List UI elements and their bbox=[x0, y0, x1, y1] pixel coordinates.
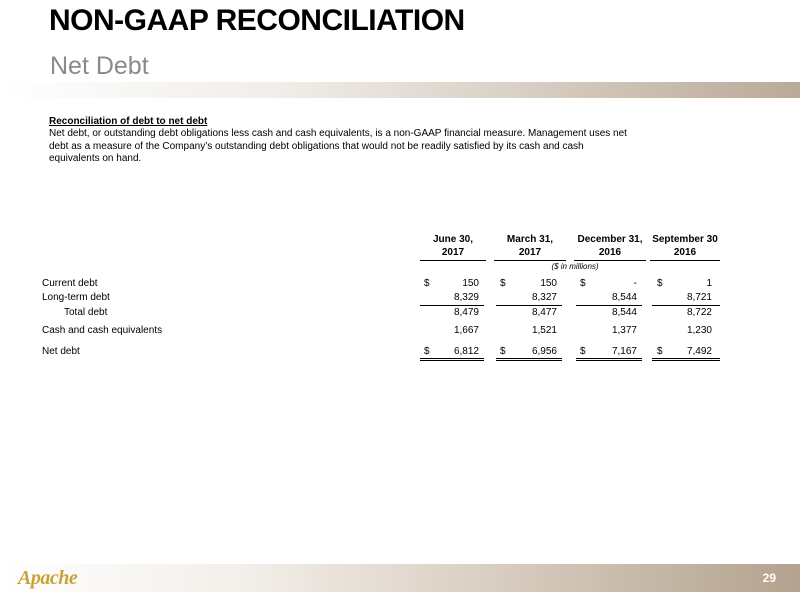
cell-current-debt-col2: 150 bbox=[540, 278, 557, 289]
cell-long-term-debt-col4: 8,721 bbox=[686, 292, 712, 303]
cell-current-debt-col1: 150 bbox=[462, 278, 479, 289]
currency-symbol: $ bbox=[424, 346, 430, 357]
column-header-line1: September 30 bbox=[652, 234, 718, 245]
subtotal-rule bbox=[652, 305, 720, 306]
cell-current-debt-col3: - bbox=[633, 278, 637, 289]
cell-current-debt-col4: 1 bbox=[706, 278, 712, 289]
row-label-current-debt: Current debt bbox=[42, 278, 98, 289]
subtotal-rule bbox=[576, 305, 642, 306]
subtotal-rule bbox=[420, 305, 484, 306]
page-title: NON-GAAP RECONCILIATION bbox=[49, 4, 465, 37]
cell-net-debt-col3: 7,167 bbox=[611, 346, 637, 357]
header-divider bbox=[0, 82, 800, 98]
row-label-cash: Cash and cash equivalents bbox=[42, 325, 163, 336]
currency-symbol: $ bbox=[657, 278, 663, 289]
row-label-long-term-debt: Long-term debt bbox=[42, 292, 110, 303]
cell-long-term-debt-col1: 8,329 bbox=[453, 292, 479, 303]
cell-net-debt-col2: 6,956 bbox=[531, 346, 557, 357]
column-header-september-2016 bbox=[650, 233, 720, 259]
cell-cash-col3: 1,377 bbox=[611, 325, 637, 336]
units-note: ($ in millions) bbox=[551, 262, 599, 271]
subtotal-rule bbox=[496, 305, 562, 306]
column-header-line1: December 31, bbox=[577, 234, 643, 245]
column-header-line2: 2017 bbox=[441, 247, 465, 258]
cell-long-term-debt-col2: 8,327 bbox=[531, 292, 557, 303]
column-header-june-2017 bbox=[420, 233, 486, 259]
currency-symbol: $ bbox=[580, 346, 586, 357]
column-header-march-2017 bbox=[494, 233, 566, 259]
intro-body: Net debt, or outstanding debt obligations less cash and cash equivalents, is a non-GAAP financial measure. Management uses net debt as a measure of the Company’s outstanding debt obligations that would not be readily satisfied by its cash and cash equivalents on hand. bbox=[49, 128, 627, 165]
total-double-rule bbox=[652, 358, 720, 361]
cell-total-debt-col3: 8,544 bbox=[611, 307, 637, 318]
currency-symbol: $ bbox=[424, 278, 430, 289]
cell-net-debt-col4: 7,492 bbox=[686, 346, 712, 357]
cell-cash-col1: 1,667 bbox=[453, 325, 479, 336]
cell-total-debt-col1: 8,479 bbox=[453, 307, 479, 318]
cell-total-debt-col2: 8,477 bbox=[531, 307, 557, 318]
intro-heading: Reconciliation of debt to net debt bbox=[49, 116, 208, 127]
page-number: 29 bbox=[762, 571, 776, 585]
currency-symbol: $ bbox=[500, 346, 506, 357]
column-header-line1: June 30, bbox=[432, 234, 474, 245]
total-double-rule bbox=[576, 358, 642, 361]
total-double-rule bbox=[420, 358, 484, 361]
column-header-line1: March 31, bbox=[506, 234, 554, 245]
column-header-underline bbox=[494, 260, 566, 261]
page-subtitle: Net Debt bbox=[50, 52, 149, 80]
column-header-line2: 2017 bbox=[518, 247, 542, 258]
column-header-line2: 2016 bbox=[673, 247, 697, 258]
footer-bar bbox=[0, 564, 800, 592]
currency-symbol: $ bbox=[500, 278, 506, 289]
cell-net-debt-col1: 6,812 bbox=[453, 346, 479, 357]
apache-logo: Apache bbox=[18, 567, 78, 589]
cell-total-debt-col4: 8,722 bbox=[686, 307, 712, 318]
cell-cash-col4: 1,230 bbox=[686, 325, 712, 336]
column-header-december-2016 bbox=[574, 233, 646, 259]
currency-symbol: $ bbox=[657, 346, 663, 357]
column-header-line2: 2016 bbox=[598, 247, 622, 258]
column-header-underline bbox=[574, 260, 646, 261]
total-double-rule bbox=[496, 358, 562, 361]
currency-symbol: $ bbox=[580, 278, 586, 289]
intro-section bbox=[49, 116, 629, 166]
column-header-underline bbox=[650, 260, 720, 261]
row-label-net-debt: Net debt bbox=[42, 346, 80, 357]
cell-long-term-debt-col3: 8,544 bbox=[611, 292, 637, 303]
cell-cash-col2: 1,521 bbox=[531, 325, 557, 336]
row-label-total-debt: Total debt bbox=[64, 307, 108, 318]
column-header-underline bbox=[420, 260, 486, 261]
